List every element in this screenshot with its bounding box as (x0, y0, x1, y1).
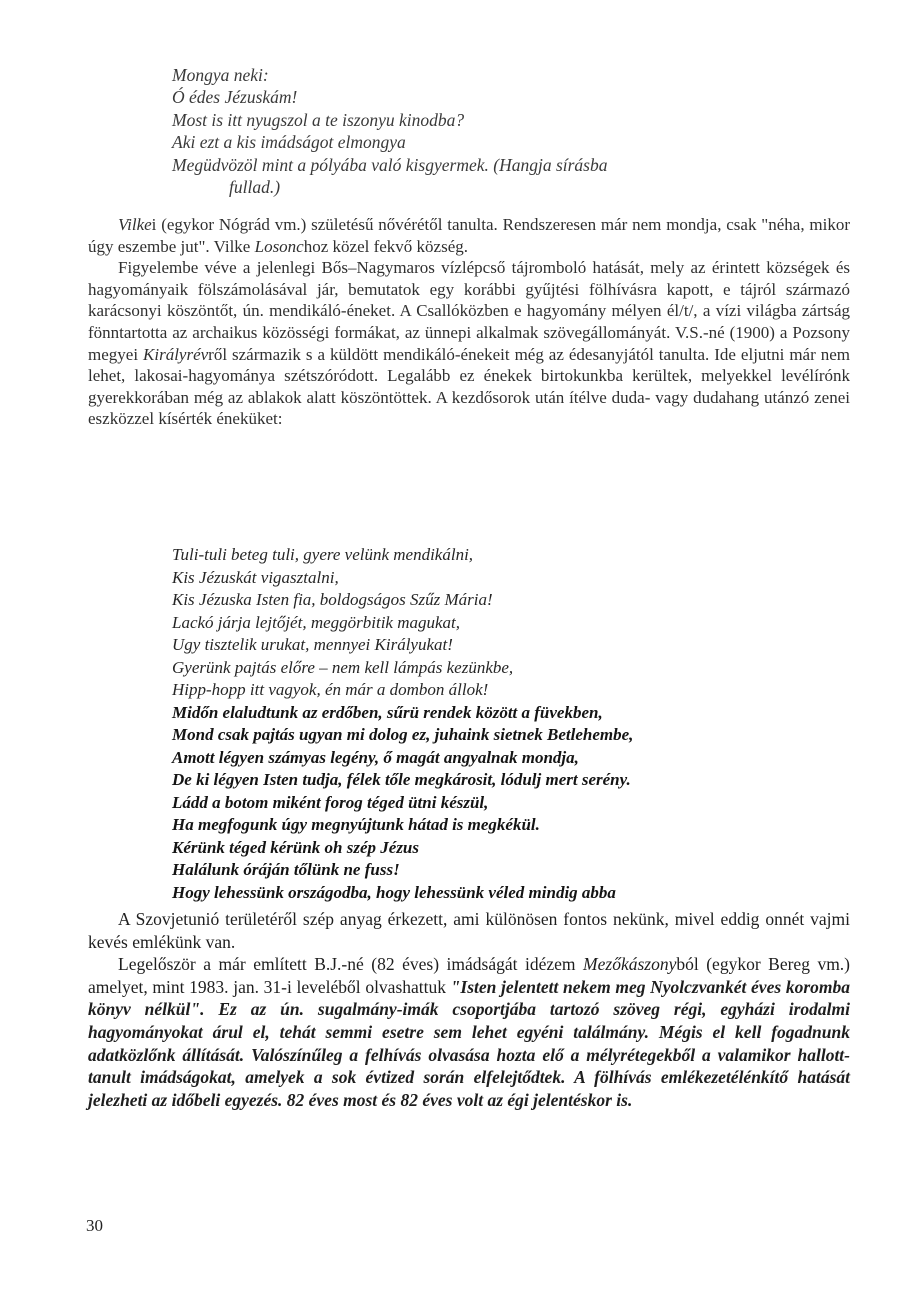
song-line: Kérünk téged kérünk oh szép Jézus (172, 837, 420, 857)
song-line: Tuli-tuli beteg tuli, gyere velünk mendikálni, (172, 545, 474, 564)
page-number: 30 (86, 1216, 103, 1235)
verse-line: Most is itt nyugszol a te iszonyu kinodba? (172, 109, 465, 130)
paragraph-text: Figyelembe véve a jelenlegi Bős–Nagymaros vízlépcső tájromboló hatását, mely az érintett községek és hagyományaik fölszámolásával jár, bemutatok egy korábbi gyűjtési fölhívásra kapott, e tájról származó karácsonyi köszöntőt, ún. mendikáló-éneket. A Csallóközben e hagyomány mélyen él/t/, a vízi világba zártság fönntartotta az archaikus közösségi formákat, az ünnepi alkalmak szövegállományát. V.S.-né (1900) a Pozsony megyei (88, 258, 850, 364)
paragraph-text: i (egykor Nógrád vm.) születésű nővérétől tanulta. Rendszeresen már nem mondja, csak "néha, mikor úgy eszembe jut". Vilke (88, 215, 850, 256)
verse-line: fullad.) (229, 177, 281, 198)
paragraph-vilke (88, 214, 850, 257)
song-line: Kis Jézuska Isten fia, boldogságos Szűz Mária! (172, 590, 493, 609)
paragraph-soviet: A Szovjetunió területéről szép anyag érkezett, ami különösen fontos nekünk, mivel eddig onnét vajmi kevés emlékünk van. (88, 909, 850, 952)
paragraph-csallokoz (88, 257, 850, 430)
song-line: Ha megfogunk úgy megnyújtunk hátad is megkékül. (172, 815, 540, 834)
verse-line: Megüdvözöl mint a pólyába való kisgyermek. (Hangja sírásba (172, 154, 608, 175)
body-text-bottom (88, 908, 850, 1111)
paragraph-text: hoz közel fekvő község. (303, 236, 469, 256)
song-line: Hogy lehessünk országodba, hogy lehessünk véled mindig abba (172, 882, 616, 902)
song-line: Kis Jézuskát vigasztalni, (172, 567, 339, 587)
verse-line: Aki ezt a kis imádságot elmongya (172, 132, 406, 153)
paragraph-text: ről származik s a küldött mendikáló-énekeit még az édesanyjától tanulta. Ide eljutni már nem lehet, lakosai-hagyománya szétszóródott. Legalább ez énekek birtokunkba kerültek, melyekkel levélírónk gyerekkorában még az ablakok alatt köszöntöttek. A kezdősorok után ítélve duda- vagy dudahang utánzó zenei eszközzel kísérték éneküket: (88, 344, 850, 429)
song-line: Hipp-hopp itt vagyok, én már a dombon állok! (172, 680, 489, 699)
song-line: Amott légyen számyas legény, ő magát angyalnak mondja, (172, 747, 579, 767)
song-line: Gyerünk pajtás előre – nem kell lámpás kezünkbe, (172, 657, 514, 677)
verse-line: Mongya neki: (172, 65, 269, 85)
place-name: Mezőkászony (583, 954, 677, 975)
body-text-top (88, 214, 850, 430)
song-line: Mond csak pajtás ugyan mi dolog ez, juhaink sietnek Betlehembe, (172, 725, 634, 744)
paragraph-text: ból (egykor Bereg vm.) amelyet, mint 1983. jan. 31-i leveléből olvashattuk (88, 954, 851, 997)
paragraph-text: Legelőször a már említett B.J.-né (82 éves) imádságát idézem (118, 954, 576, 975)
quoted-text: "Isten jelentett nekem meg Nyolczvankét éves koromba könyv nélkül". Ez az ún. sugalmány-imák csoportjába tartozó szöveg régi, egyházi irodalmi hagyományokat árul el, tehát semmi esetre sem lehet egyéni találmány. Mégis el kell fogadnunk adatközlőnk állítását. Valószínűleg a felhívás olvasása hozta elő a mélyrétegekből a valamikor hallott-tanult imádságokat, amelyek a sok évtized során elfelejtődtek. A fölhívás emlékezetélénkítő hatását jelezheti az időbeli egyezés. 82 éves most és 82 éves volt az égi jelentéskor is. (88, 976, 850, 1110)
song-line: De ki légyen Isten tudja, félek tőle megkárosit, lódulj mert serény. (172, 770, 631, 789)
verse-line: Ó édes Jézuskám! (172, 87, 298, 108)
song-line: Ládd a botom miként forog téged ütni készül, (172, 792, 489, 812)
song-line: Halálunk óráján tőlünk ne fuss! (172, 860, 400, 879)
paragraph-mezokaszony (88, 953, 850, 1111)
song-line: Midőn elaludtunk az erdőben, sűrü rendek között a füvekben, (172, 702, 603, 722)
place-name: Királyrév (143, 344, 209, 364)
opening-verse (172, 64, 852, 198)
place-name: Vilke (118, 215, 152, 234)
song-line: Ugy tisztelik urukat, mennyei Királyukat! (172, 635, 453, 654)
song-line: Lackó járja lejtőjét, meggörbitik magukat, (172, 612, 461, 632)
place-name: Losonc (254, 236, 304, 256)
mendikalo-song (172, 544, 772, 904)
